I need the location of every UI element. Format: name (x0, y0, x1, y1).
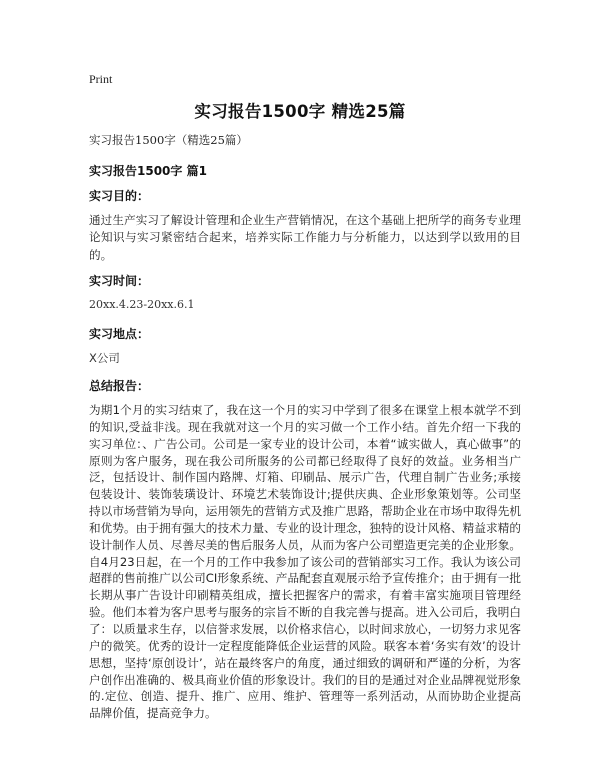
place-value: X公司 (89, 351, 120, 365)
time-heading: 实习时间： (89, 274, 150, 288)
time-value: 20xx.4.23-20xx.6.1 (89, 298, 195, 311)
purpose-heading: 实习目的： (89, 189, 150, 203)
document-title: 实习报告1500字 精选25篇 (194, 102, 406, 121)
place-heading: 实习地点： (89, 327, 150, 341)
document-subtitle: 实习报告1500字（精选25篇） (89, 133, 248, 147)
summary-paragraph: 为期1个月的实习结束了，我在这一个月的实习中学到了很多在课堂上根本就学不到的知识,受益非浅。现在我就对这一个月的实习做一个工作小结。首先介绍一下我的实习单位：、广告公司。公司是一家专业的设计公司，本着“诚实做人，真心做事”的原则为客户服务，现在我公司所服务的公司都已经取得了良好的效益。业务相当广泛，包括设计、制作国内路牌、灯箱、印刷品、展示广告，代理自制广告业务;承接包装设计、装饰装璜设计、环境艺术装饰设计;提供庆典、企业形象策划等。公司坚持以市场营销为导向，运用领先的营销方式及推广思路，帮助企业在市场中取得先机和优势。由于拥有强大的技术力量、专业的设计理念，独特的设计风格、精益求精的设计制作人员、尽善尽美的售后服务人员，从而为客户公司塑造更完美的企业形象。自4月23日起，在一个月的工作中我参加了该公司的营销部实习工作。我认为该公司超群的售前推广以公司CI形象系统、产品配套直观展示给予宣传推介；由于拥有一批长期从事广告设计印刷精英组成，擅长把握客户的需求，有着丰富实施项目管理经验。他们本着为客户思考与服务的宗旨不断的自我完善与提高。进入公司后，我明白了：以质量求生存，以信誉求发展，以价格求信心，以时间求放心，一切努力求见客户的微笑。优秀的设计一定程度能降低企业运营的风险。联客本着‘务实有效’的设计思想，坚持‘原创设计’，站在最终客户的角度，通过细致的调研和严谨的分析，为客户创作出准确的、极具商业价值的形象设计。我们的目的是通过对企业品牌视觉形象的.定位、创造、提升、推广、应用、维护、管理等一系列活动，从而协助企业提高品牌价值，提高竞争力。 (89, 403, 521, 721)
section-heading: 实习报告1500字 篇1 (89, 164, 207, 178)
print-label: Print (89, 72, 113, 86)
purpose-paragraph: 通过生产实习了解设计管理和企业生产营销情况，在这个基础上把所学的商务专业理论知识与实习紧密结合起来，培养实际工作能力与分析能力，以达到学以致用的目的。 (89, 213, 521, 262)
summary-heading: 总结报告： (89, 379, 150, 393)
